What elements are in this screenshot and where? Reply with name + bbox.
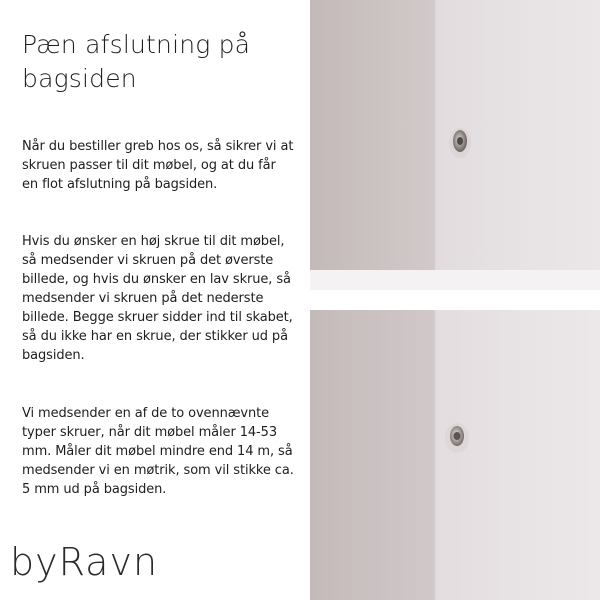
photo-high-screw bbox=[310, 0, 600, 290]
paragraph-sizes: Vi medsender en af de to ovennævnte typer skruer, når dit møbel måler 14-53 mm. Måler dit møbel mindre end 14 m, så medsender vi en møtrik, som vil stikke ca. 5 mm ud på bagsiden. bbox=[22, 406, 294, 497]
paragraph-screw-types: Hvis du ønsker en høj skrue til dit møbel, så medsender vi skruen på det øverste billede, og hvis du ønsker en lav skrue, så medsender vi skruen på det nederste billede. Begge skruer sidder ind til skabet, så du ikke har en skrue, der stikker ud på bagsiden. bbox=[22, 234, 293, 363]
photo-divider bbox=[310, 290, 600, 310]
paragraph-intro: Når du bestiller greb hos os, så sikrer vi at skruen passer til dit møbel, og at du får en flot afslutning på bagsiden. bbox=[22, 139, 294, 192]
text-column bbox=[22, 28, 292, 96]
brand-logo: byRavn bbox=[10, 540, 159, 584]
page-title: Pæn afslutning på bagsiden bbox=[22, 30, 251, 93]
photo-low-screw bbox=[310, 310, 600, 600]
